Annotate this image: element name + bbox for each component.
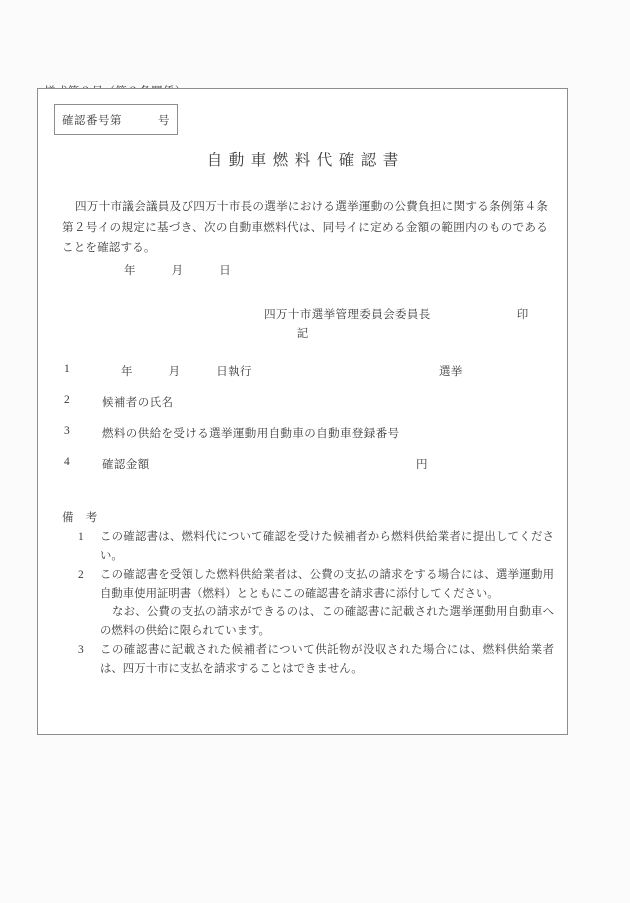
signature-authority: 四万十市選挙管理委員会委員長 [264,309,431,321]
remark-sub-body: なお、公費の支払の請求ができるのは、この確認書に記載された選挙運動用自動車への燃料の供給に限られています。 [100,606,554,637]
date-line: 年 月 日 [124,265,232,277]
items-list [64,363,550,487]
item-text: 候補者の氏名 [102,397,174,409]
item-number: 1 [64,363,71,375]
form-frame [37,88,568,735]
item-number: 2 [64,394,71,406]
confirmation-number-label: 確認番号第 号 [62,114,170,127]
seal-mark: 印 [516,309,529,321]
remark-body: この確認書を受領した燃料供給業者は、公費の支払の請求をする場合には、選挙運動用自動車使用証明書（燃料）とともにこの確認書を請求書に添付してください。 [100,569,554,600]
item-number: 3 [64,425,71,437]
list-item [64,456,550,487]
ki-marker: 記 [296,328,309,340]
item-text: 年 月 日執行 [121,366,252,378]
remark-item [62,641,554,678]
item-text: 確認金額 [102,459,150,471]
list-item [64,425,550,456]
remark-item [62,528,554,565]
remark-number: 2 [78,569,84,581]
remark-item [62,566,554,640]
remark-number: 1 [78,531,84,543]
remark-body: この確認書は、燃料代について確認を受けた候補者から燃料供給業者に提出してください。 [100,531,554,562]
remarks-title: 備 考 [62,512,98,524]
list-item [64,363,550,394]
item-suffix: 選挙 [439,366,463,378]
remark-number: 3 [78,644,84,656]
item-suffix: 円 [416,459,428,471]
intro-paragraph: 四万十市議会議員及び四万十市長の選挙における選挙運動の公費負担に関する条例第４条第２号イの規定に基づき、次の自動車燃料代は、同号イに定める金額の範囲内のものであることを確認する。 [62,200,548,254]
page-title: 自動車燃料代確認書 [206,152,405,169]
confirmation-number-box [54,104,178,135]
item-number: 4 [64,456,71,468]
item-text: 燃料の供給を受ける選挙運動用自動車の自動車登録番号 [102,428,400,440]
remark-body: この確認書に記載された候補者について供託物が没収された場合には、燃料供給業者は、四万十市に支払を請求することはできません。 [100,644,554,675]
remarks-section [62,509,554,679]
list-item [64,394,550,425]
